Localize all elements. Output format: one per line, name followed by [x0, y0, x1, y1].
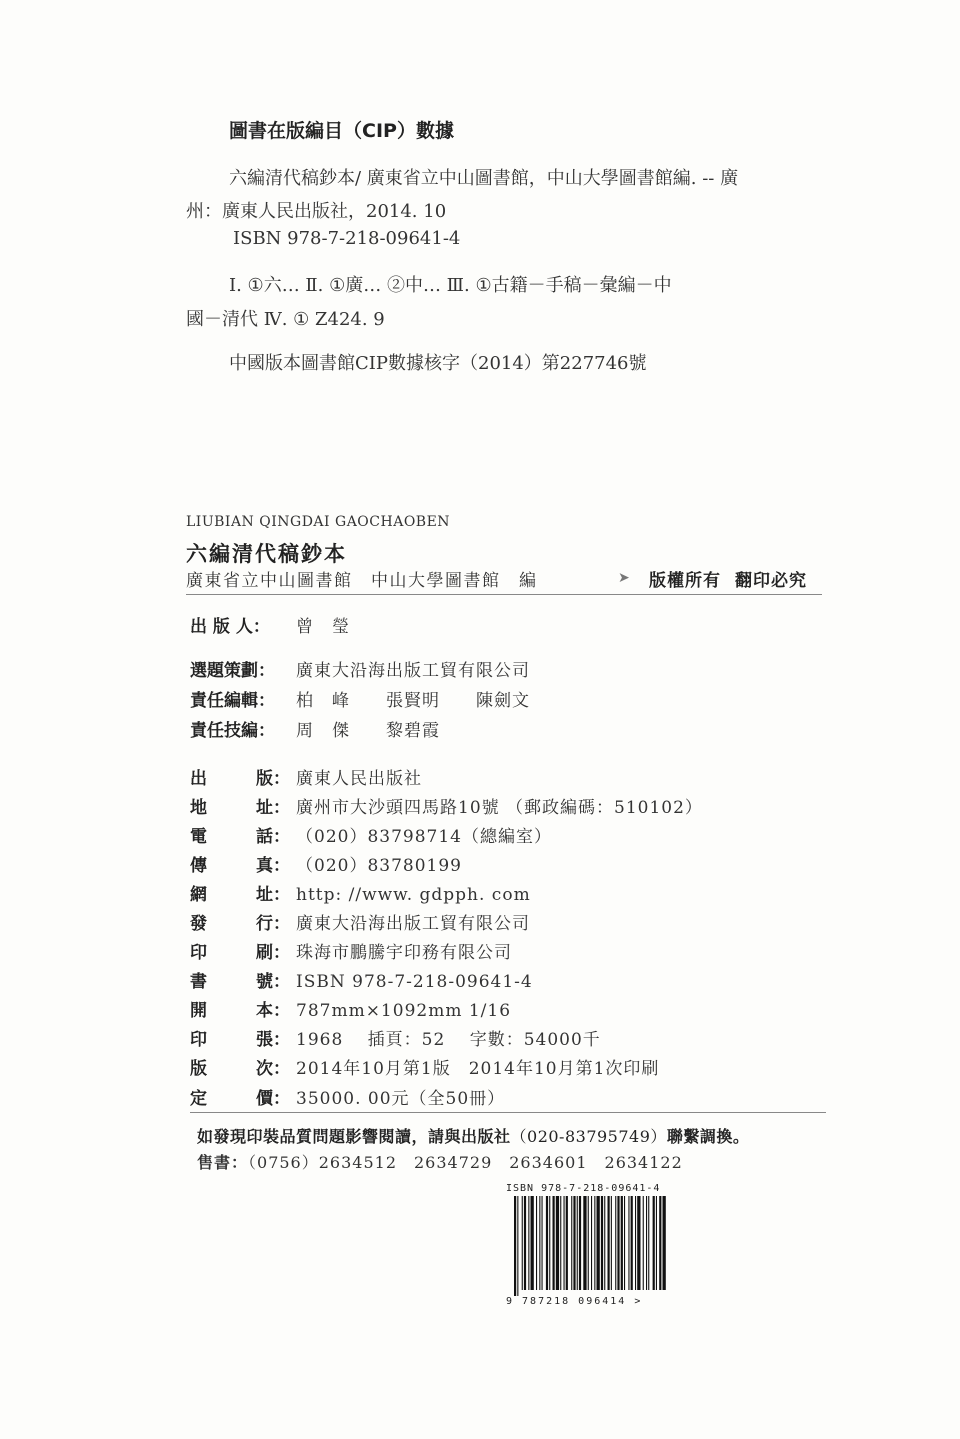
barcode-bar	[542, 1196, 543, 1290]
barcode-bar	[621, 1196, 623, 1290]
barcode-bar	[577, 1196, 578, 1290]
barcode-bar	[553, 1196, 555, 1290]
cip-line-4: Ⅰ. ①六… Ⅱ. ①廣… ②中… Ⅲ. ①古籍－手稿－彙編－中	[229, 275, 672, 296]
barcode-bar	[646, 1196, 647, 1290]
staff-row: 出 版 人： 曾 瑩	[190, 617, 350, 637]
cip-line-6: 中國版本圖書館CIP數據核字（2014）第227746號	[229, 353, 647, 374]
barcode-bar	[546, 1196, 548, 1290]
info-row: 地 址： 廣州市大沙頭四馬路10號 （郵政編碼：510102）	[190, 798, 703, 818]
header-divider	[186, 594, 822, 595]
barcode-bar	[560, 1196, 561, 1290]
barcode-bar	[628, 1196, 629, 1290]
barcode-bar	[573, 1196, 575, 1290]
barcode-bar	[617, 1196, 619, 1290]
barcode-bar	[643, 1196, 644, 1290]
staff-row: 責任編輯： 柏 峰 張賢明 陳劍文	[190, 691, 530, 711]
barcode-bar	[583, 1196, 586, 1290]
barcode-bar	[571, 1196, 572, 1290]
staff-row: 選題策劃： 廣東大沿海出版工貿有限公司	[190, 661, 530, 681]
barcode-bar	[539, 1196, 540, 1290]
info-row: 電 話： （020）83798714（總編室）	[190, 827, 552, 847]
cip-line-1: 六編清代稿鈔本/ 廣東省立中山圖書館，中山大學圖書館編. -- 廣	[229, 168, 739, 189]
barcode-bar	[566, 1196, 568, 1290]
barcode-bar	[608, 1196, 610, 1290]
barcode-bar	[556, 1196, 559, 1290]
barcode-bar	[549, 1196, 550, 1290]
piracy-prohibited: 翻印必究	[735, 571, 807, 591]
barcode-bar	[528, 1196, 529, 1290]
rights-notice	[649, 566, 821, 591]
info-row: 傳 真： （020）83780199	[190, 856, 462, 876]
info-row: 發 行： 廣東大沿海出版工貿有限公司	[190, 914, 530, 934]
barcode-bar	[564, 1196, 565, 1290]
cip-line-2: 州：廣東人民出版社，2014. 10	[186, 201, 447, 222]
info-row: 定 價： 35000. 00元（全50冊）	[190, 1089, 506, 1109]
book-title-chinese: 六編清代稿鈔本	[186, 542, 347, 566]
barcode-bar	[579, 1196, 581, 1290]
cip-title: 圖書在版編目（CIP）數據	[229, 120, 454, 142]
barcode-bar	[591, 1196, 592, 1290]
barcode-bar	[514, 1196, 516, 1296]
info-row: 書 號： ISBN 978-7-218-09641-4	[190, 972, 533, 992]
barcode-bar	[615, 1196, 616, 1290]
barcode-bar	[648, 1196, 649, 1290]
barcode-bar	[588, 1196, 589, 1290]
info-row: 版 次： 2014年10月第1版 2014年10月第1次印刷	[190, 1059, 660, 1079]
book-title-english: LIUBIAN QINGDAI GAOCHAOBEN	[186, 514, 451, 530]
barcode-bar	[635, 1196, 636, 1290]
quality-notice: 如發現印裝品質問題影響閱讀，請與出版社（020-83795749）聯繫調換。	[197, 1127, 750, 1146]
barcode-bar	[631, 1196, 633, 1290]
staff-row: 責任技編： 周 傑 黎碧霞	[190, 721, 440, 741]
barcode-bar	[656, 1196, 657, 1290]
barcode-bar	[531, 1196, 534, 1290]
rights-reserved: 版權所有	[649, 571, 721, 591]
barcode-bar	[536, 1196, 537, 1290]
barcode-bar	[524, 1196, 526, 1290]
book-editors: 廣東省立中山圖書館 中山大學圖書館 編	[186, 571, 538, 591]
barcode-bar	[517, 1196, 518, 1296]
isbn-barcode	[514, 1196, 666, 1296]
info-row: 印 張： 1968 插頁：52 字數：54000千	[190, 1030, 601, 1050]
barcode-bar	[597, 1196, 600, 1290]
barcode-bar	[522, 1196, 523, 1290]
barcode-digits: 9 787218 096414 >	[506, 1296, 643, 1307]
info-row: 網 址： http: //www. gdpph. com	[190, 885, 531, 905]
cip-line-5: 國－清代 Ⅳ. ① Z424. 9	[186, 309, 385, 330]
barcode-bar	[624, 1196, 625, 1290]
sales-phones: 售書：（0756）2634512 2634729 2634601 2634122	[197, 1153, 683, 1172]
barcode-bar	[601, 1196, 603, 1290]
barcode-bar	[594, 1196, 595, 1290]
barcode-bar	[637, 1196, 640, 1290]
info-row: 出 版： 廣東人民出版社	[190, 769, 422, 789]
barcode-bar	[659, 1196, 661, 1290]
barcode-bar	[604, 1196, 605, 1290]
barcode-bar	[653, 1196, 655, 1290]
info-row: 開 本： 787mm×1092mm 1/16	[190, 1001, 512, 1021]
cip-line-3: ISBN 978-7-218-09641-4	[233, 228, 461, 249]
footer-divider	[190, 1112, 826, 1113]
barcode-bar	[611, 1196, 612, 1290]
barcode-isbn-text: ISBN 978-7-218-09641-4	[506, 1183, 661, 1194]
barcode-bar	[663, 1196, 666, 1290]
rights-mark-icon: ➤	[618, 570, 630, 586]
info-row: 印 刷： 珠海市鵬騰宇印務有限公司	[190, 943, 512, 963]
